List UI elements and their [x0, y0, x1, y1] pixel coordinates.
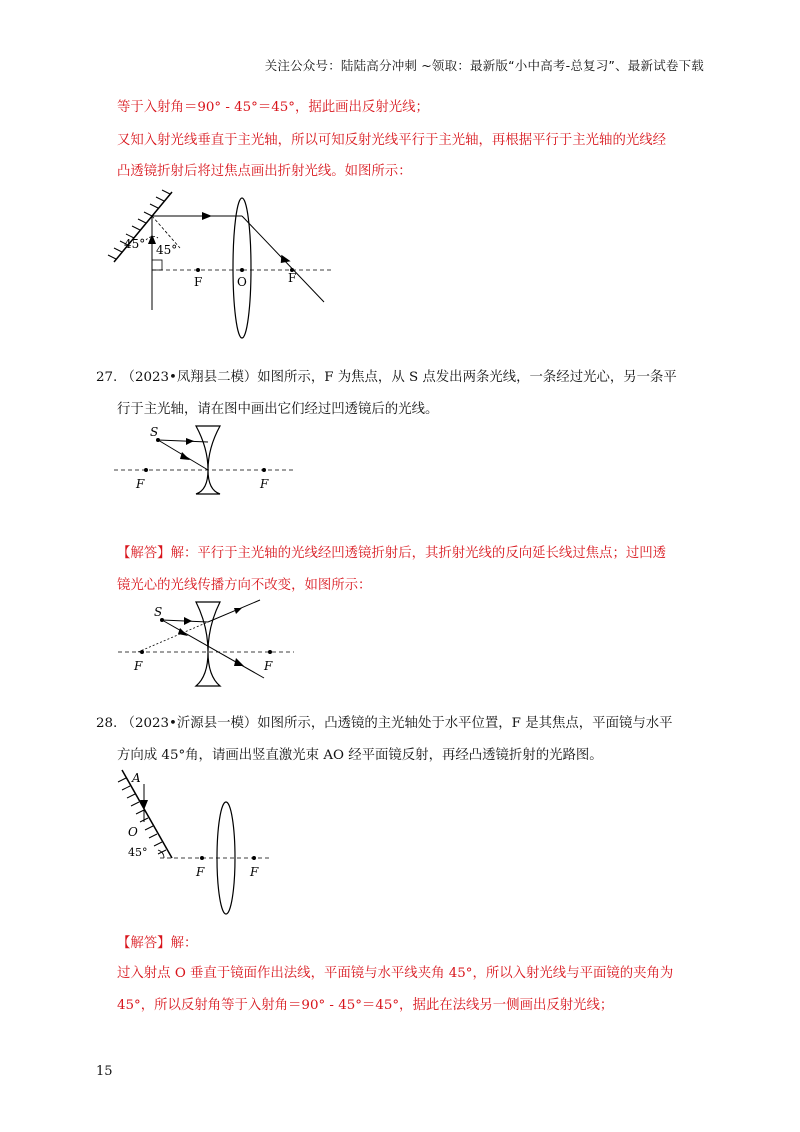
figure-concave-lens-answer: [114, 596, 314, 691]
answer-body: 解：平行于主光轴的光线经凹透镜折射后，其折射光线的反向延长线过焦点；过凹透: [170, 546, 667, 561]
page-header: 关注公众号：陆陆高分冲刺 ~领取：最新版“小中高考-总复习”、最新试卷下载: [264, 58, 704, 73]
focus-label: F: [260, 477, 269, 491]
source-label: S: [150, 425, 159, 439]
answer-body: 解：: [170, 936, 198, 951]
figure-mirror-convex-lens: [106, 182, 346, 342]
parallel-ray: [158, 440, 208, 442]
arrow-icon: [178, 628, 188, 636]
answer-text: [117, 542, 666, 561]
focus-label: F: [196, 865, 205, 879]
arrow-icon: [186, 438, 194, 445]
arrow-icon: [279, 253, 290, 263]
focus-label: F: [136, 477, 145, 491]
answer-text: [117, 932, 197, 951]
concave-lens: [196, 602, 220, 686]
source-label: S: [154, 605, 163, 619]
focus-label: F: [288, 271, 297, 285]
mirror-hatching: [118, 778, 166, 854]
arrow-icon: [234, 608, 242, 614]
angle-label: 45°: [156, 243, 178, 257]
question-text: 28. （2023•沂源县一模）如图所示，凸透镜的主光轴处于水平位置，F 是其焦点，平面镜与水平: [96, 716, 673, 731]
solution-text: 凸透镜折射后将过焦点画出折射光线。如图所示：: [117, 164, 412, 179]
focus-label: F: [250, 865, 259, 879]
figure-mirror-lens-question: [112, 766, 282, 916]
question-text: 行于主光轴，请在图中画出它们经过凹透镜后的光线。: [117, 402, 439, 417]
answer-text: 镜光心的光线传播方向不改变，如图所示：: [117, 578, 372, 593]
point-label: O: [128, 825, 138, 839]
answer-text: 过入射点 O 垂直于镜面作出法线，平面镜与水平线夹角 45°，所以入射光线与平面镜的夹角为: [117, 966, 674, 981]
arrow-icon: [148, 234, 156, 244]
right-angle-mark: [152, 260, 162, 270]
answer-tag: 【解答】: [117, 546, 171, 561]
arrow-icon: [202, 212, 212, 220]
figure-concave-lens-question: [110, 418, 310, 498]
question-text: 27. （2023•凤翔县二模）如图所示，F 为焦点，从 S 点发出两条光线，一条经过光心，另一条平: [96, 370, 677, 385]
arrow-icon: [180, 452, 190, 460]
answer-text: 45°，所以反射角等于入射角＝90° - 45°＝45°，据此在法线另一侧画出反射光线；: [117, 998, 614, 1013]
solution-text: 又知入射光线垂直于主光轴，所以可知反射光线平行于主光轴，再根据平行于主光轴的光线经: [117, 133, 667, 148]
point-label: A: [132, 771, 141, 785]
page-number: 15: [96, 1064, 113, 1079]
answer-tag: 【解答】: [117, 936, 171, 951]
focus-label: F: [194, 275, 203, 289]
arrow-icon: [234, 658, 244, 666]
arrow-icon: [184, 617, 192, 625]
center-ray: [162, 620, 264, 678]
angle-label: 45°: [128, 846, 148, 859]
focus-label: F: [134, 659, 143, 673]
question-text: 方向成 45°角，请画出竖直激光束 AO 经平面镜反射，再经凸透镜折射的光路图。: [117, 748, 603, 763]
solution-text: 等于入射角＝90° - 45°＝45°，据此画出反射光线；: [117, 100, 429, 115]
angle-label: 45°: [124, 237, 146, 251]
center-label: O: [237, 275, 247, 289]
concave-lens: [196, 426, 220, 494]
mirror-line: [122, 770, 172, 858]
focus-label: F: [264, 659, 273, 673]
